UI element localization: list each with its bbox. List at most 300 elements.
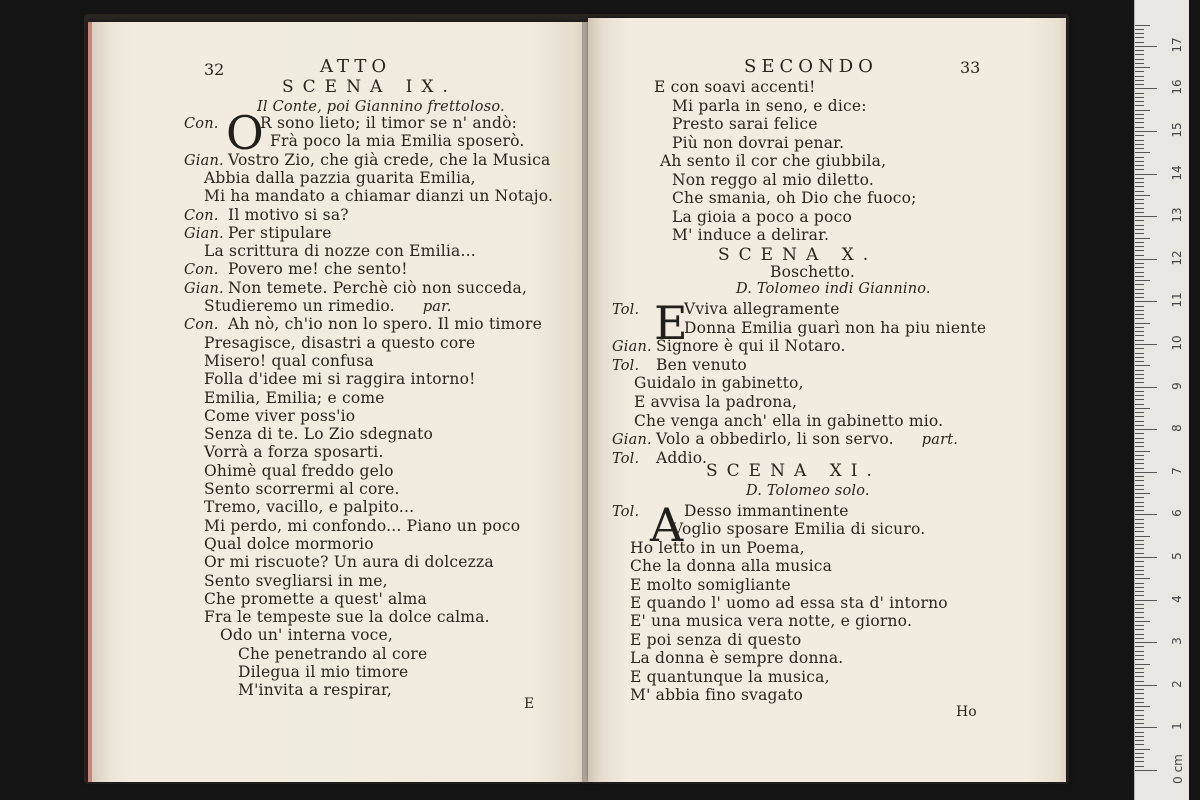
ruler-tick xyxy=(1135,318,1144,319)
ruler-tick xyxy=(1135,331,1144,332)
ruler-tick xyxy=(1135,144,1144,145)
verse-text: Presto sarai felice xyxy=(672,115,818,133)
verse-text: Che penetrando al core xyxy=(238,644,428,663)
stage-direction: part. xyxy=(921,432,959,449)
ruler-tick xyxy=(1135,408,1150,409)
ruler-tick xyxy=(1135,472,1157,473)
ruler-tick xyxy=(1135,612,1144,613)
ruler-tick xyxy=(1135,727,1157,728)
verse-text: Povero me! che sento! xyxy=(228,260,408,279)
ruler-tick xyxy=(1135,433,1144,434)
speaker-label: Gian. xyxy=(184,225,224,242)
text-line xyxy=(184,206,349,224)
ruler-tick xyxy=(1135,608,1144,609)
ruler-tick xyxy=(1135,229,1144,230)
text-line xyxy=(204,370,476,388)
ruler-tick xyxy=(1135,519,1144,520)
speaker-label: Tol. xyxy=(612,357,640,374)
verse-text: Signore è qui il Notaro. xyxy=(656,337,846,356)
verse-text: Che venga anch' ella in gabinetto mio. xyxy=(634,411,944,430)
ruler-tick xyxy=(1135,531,1144,532)
verse-text: Ohimè qual freddo gelo xyxy=(204,461,394,480)
text-line xyxy=(204,425,433,443)
ruler-tick xyxy=(1135,101,1144,102)
ruler-tick xyxy=(1135,468,1144,469)
drop-cap-e: E xyxy=(654,296,688,350)
ruler-tick xyxy=(1135,502,1144,503)
ruler-tick xyxy=(1135,668,1144,669)
text-line xyxy=(612,449,707,467)
scene-ix-subtitle: Il Conte, poi Giannino frettoloso. xyxy=(257,99,505,115)
right-page xyxy=(588,18,1066,782)
ruler-tick xyxy=(1135,199,1144,200)
speaker-label: Tol. xyxy=(612,302,640,318)
ruler-tick xyxy=(1135,429,1157,430)
ruler-tick xyxy=(1135,344,1157,345)
drop-cap-a: A xyxy=(650,498,684,552)
verse-text: Presagisce, disastri a questo core xyxy=(204,333,476,352)
ruler-tick xyxy=(1135,493,1150,494)
text-line xyxy=(184,224,332,242)
ruler-tick xyxy=(1135,157,1144,158)
ruler-tick xyxy=(1135,595,1144,596)
text-line xyxy=(204,352,374,370)
verse-text: Misero! qual confusa xyxy=(204,351,374,370)
text-line xyxy=(204,187,553,205)
ruler-tick xyxy=(1135,536,1150,537)
ruler-tick xyxy=(1135,169,1144,170)
right-catchword: Ho xyxy=(956,704,977,720)
ruler-tick xyxy=(1135,306,1144,307)
verse-text: M' induce a delirar. xyxy=(672,226,830,244)
ruler-tick xyxy=(1135,33,1144,34)
ruler-tick xyxy=(1135,685,1157,686)
text-line xyxy=(184,279,527,297)
verse-text: E quantunque la musica, xyxy=(630,667,830,686)
text-line xyxy=(630,594,948,612)
verse-text: Ah sento il cor che giubbila, xyxy=(660,152,887,170)
verse-text: Folla d'idee mi si raggira intorno! xyxy=(204,370,476,389)
scene-xi-title: SCENA XI. xyxy=(706,461,881,481)
ruler-tick xyxy=(1135,489,1144,490)
ruler-tick xyxy=(1135,399,1144,400)
ruler-tick xyxy=(1135,216,1157,217)
ruler-label: 7 xyxy=(1170,466,1184,475)
ruler-tick xyxy=(1135,250,1144,251)
ruler-tick xyxy=(1135,455,1144,456)
text-line xyxy=(270,132,524,150)
ruler-tick xyxy=(1135,566,1144,567)
text-line xyxy=(630,576,791,594)
verse-text: Sento scorrermi al core. xyxy=(204,480,400,498)
ruler-tick xyxy=(1135,178,1144,179)
ruler-tick xyxy=(1135,310,1144,311)
measurement-ruler xyxy=(1134,0,1189,800)
text-line xyxy=(204,572,388,590)
speaker-label: Tol. xyxy=(612,504,640,520)
ruler-tick xyxy=(1135,583,1144,584)
ruler-tick xyxy=(1135,284,1144,285)
ruler-tick xyxy=(1135,651,1144,652)
ruler-tick xyxy=(1135,438,1144,439)
text-line xyxy=(204,517,520,535)
ruler-tick xyxy=(1135,289,1144,290)
ruler-tick xyxy=(1135,459,1144,460)
ruler-tick xyxy=(1135,361,1144,362)
verse-text: Addio. xyxy=(656,448,708,467)
ruler-tick xyxy=(1135,625,1144,626)
ruler-tick xyxy=(1135,340,1144,341)
verse-text: Qual dolce mormorio xyxy=(204,534,374,553)
ruler-tick xyxy=(1135,118,1144,119)
ruler-label: 9 xyxy=(1170,381,1184,390)
ruler-tick xyxy=(1135,485,1144,486)
ruler-tick xyxy=(1135,749,1150,750)
ruler-tick xyxy=(1135,148,1144,149)
verse-text: La scrittura di nozze con Emilia... xyxy=(204,242,476,261)
scene-xi-subtitle: D. Tolomeo solo. xyxy=(746,483,870,499)
speaker-label: Gian. xyxy=(612,432,652,449)
text-line xyxy=(684,319,986,337)
ruler-tick xyxy=(1135,212,1144,213)
ruler-tick xyxy=(1135,242,1144,243)
text-line xyxy=(634,412,943,430)
ruler-tick xyxy=(1135,591,1144,592)
verse-text: Voglio sposare Emilia di sicuro. xyxy=(672,520,926,539)
ruler-tick xyxy=(1135,698,1144,699)
ruler-tick xyxy=(1135,702,1144,703)
ruler-tick xyxy=(1135,365,1150,366)
ruler-tick xyxy=(1135,203,1144,204)
ruler-tick xyxy=(1135,578,1150,579)
ruler-tick xyxy=(1135,37,1144,38)
text-line xyxy=(630,631,801,649)
ruler-tick xyxy=(1135,587,1144,588)
verse-text: Per stipulare xyxy=(228,223,332,242)
text-line xyxy=(612,430,958,448)
speaker-label: Con. xyxy=(184,317,219,334)
ruler-tick xyxy=(1135,506,1144,507)
verse-text: Mi parla in seno, e dice: xyxy=(672,96,867,115)
ruler-tick xyxy=(1135,548,1144,549)
ruler-tick xyxy=(1135,195,1150,196)
right-running-head: SECONDO xyxy=(744,56,878,77)
left-running-head: ATTO xyxy=(320,56,392,77)
ruler-tick xyxy=(1135,25,1150,26)
text-line xyxy=(630,649,843,667)
verse-text: Che smania, oh Dio che fuoco; xyxy=(672,189,917,207)
ruler-label: 11 xyxy=(1170,292,1184,309)
verse-text: Sento svegliarsi in me, xyxy=(204,571,388,590)
verse-text: Che promette a quest' alma xyxy=(204,589,427,608)
ruler-tick xyxy=(1135,80,1144,81)
ruler-tick xyxy=(1135,446,1144,447)
ruler-tick xyxy=(1135,425,1144,426)
verse-text: Vviva allegramente xyxy=(684,300,840,318)
ruler-tick xyxy=(1135,642,1157,643)
verse-text: Il motivo si sa? xyxy=(228,205,349,224)
ruler-tick xyxy=(1135,88,1157,89)
ruler-tick xyxy=(1135,659,1144,660)
ruler-tick xyxy=(1135,67,1150,68)
ruler-tick xyxy=(1135,97,1144,98)
verse-text: Guidalo in gabinetto, xyxy=(634,374,804,393)
ruler-tick xyxy=(1135,570,1144,571)
ruler-tick xyxy=(1135,621,1150,622)
ruler-tick xyxy=(1135,646,1144,647)
text-line xyxy=(612,502,849,520)
verse-text: Studieremo un rimedio. xyxy=(204,297,395,315)
verse-text: Che la donna alla musica xyxy=(630,557,833,576)
ruler-tick xyxy=(1135,693,1144,694)
verse-text: Vostro Zio, che già crede, che la Musica xyxy=(228,150,551,169)
ruler-tick xyxy=(1135,463,1144,464)
ruler-tick xyxy=(1135,378,1144,379)
ruler-tick xyxy=(1135,553,1144,554)
ruler-tick xyxy=(1135,186,1144,187)
ruler-tick xyxy=(1135,638,1144,639)
ruler-tick xyxy=(1135,140,1144,141)
verse-text: Volo a obbedirlo, li son servo. xyxy=(656,430,894,449)
ruler-tick xyxy=(1135,131,1157,132)
text-line xyxy=(672,520,925,538)
ruler-tick xyxy=(1135,370,1144,371)
ruler-tick xyxy=(1135,297,1144,298)
verse-text: Ben venuto xyxy=(656,355,747,374)
ruler-tick xyxy=(1135,263,1144,264)
ruler-tick xyxy=(1135,110,1150,111)
verse-text: Dilegua il mio timore xyxy=(238,663,409,681)
text-line xyxy=(204,242,476,260)
scene-ix-title: SCENA IX. xyxy=(282,77,457,97)
verse-text: Vorrà a forza sposarti. xyxy=(204,443,384,462)
ruler-label: 0 cm xyxy=(1171,754,1185,784)
ruler-label: 10 xyxy=(1170,335,1184,351)
ruler-tick xyxy=(1135,442,1144,443)
text-line xyxy=(238,645,427,663)
ruler-tick xyxy=(1135,280,1150,281)
ruler-tick xyxy=(1135,182,1144,183)
scene-x-place: Boschetto. xyxy=(770,263,855,281)
text-line xyxy=(184,315,542,333)
ruler-label: 1 xyxy=(1170,722,1184,731)
ruler-tick xyxy=(1135,634,1144,635)
verse-text: Mi perdo, mi confondo... Piano un poco xyxy=(204,516,521,535)
ruler-tick xyxy=(1135,497,1144,498)
ruler-tick xyxy=(1135,766,1144,767)
text-line xyxy=(204,443,384,461)
ruler-tick xyxy=(1135,93,1144,94)
text-line xyxy=(630,686,803,704)
text-line xyxy=(204,297,452,315)
verse-text: Fra le tempeste sue la dolce calma. xyxy=(204,608,490,627)
ruler-tick xyxy=(1135,540,1144,541)
ruler-tick xyxy=(1135,246,1144,247)
stage-direction: par. xyxy=(422,299,452,315)
text-line xyxy=(634,393,797,411)
text-line xyxy=(630,557,832,575)
verse-text: E molto somigliante xyxy=(630,575,791,594)
ruler-tick xyxy=(1135,276,1144,277)
ruler-tick xyxy=(1135,719,1144,720)
ruler-tick xyxy=(1135,272,1144,273)
ruler-tick xyxy=(1135,84,1144,85)
left-catchword: E xyxy=(524,696,535,712)
ruler-label: 6 xyxy=(1170,509,1184,518)
ruler-tick xyxy=(1135,323,1150,324)
ruler-label: 15 xyxy=(1170,122,1184,138)
text-line xyxy=(630,539,805,557)
ruler-tick xyxy=(1135,412,1144,413)
ruler-label: 8 xyxy=(1170,424,1184,433)
ruler-tick xyxy=(1135,327,1144,328)
ruler-tick xyxy=(1135,557,1157,558)
ruler-tick xyxy=(1135,664,1150,665)
ruler-tick xyxy=(1135,689,1144,690)
ruler-tick xyxy=(1135,451,1150,452)
verse-text: Non temete. Perchè ciò non succeda, xyxy=(228,278,528,297)
ruler-tick xyxy=(1135,71,1144,72)
verse-text: Odo un' interna voce, xyxy=(220,626,394,645)
ruler-tick xyxy=(1135,391,1144,392)
ruler-tick xyxy=(1135,710,1144,711)
verse-text: M' abbia fino svagato xyxy=(630,686,804,704)
ruler-tick xyxy=(1135,105,1144,106)
ruler-tick xyxy=(1135,561,1144,562)
ruler-tick xyxy=(1135,220,1144,221)
verse-text: Senza di te. Lo Zio sdegnato xyxy=(204,425,434,444)
ruler-tick xyxy=(1135,715,1144,716)
ruler-tick xyxy=(1135,50,1144,51)
verse-text: E con soavi accenti! xyxy=(654,78,816,96)
ruler-tick xyxy=(1135,208,1144,209)
ruler-label: 3 xyxy=(1170,637,1184,646)
ruler-tick xyxy=(1135,233,1144,234)
ruler-tick xyxy=(1135,604,1144,605)
ruler-tick xyxy=(1135,335,1144,336)
verse-text: Più non dovrai penar. xyxy=(672,133,845,152)
ruler-tick xyxy=(1135,225,1144,226)
ruler-tick xyxy=(1135,523,1144,524)
ruler-tick xyxy=(1135,267,1144,268)
ruler-tick xyxy=(1135,510,1144,511)
text-line xyxy=(204,407,355,425)
verse-text: Tremo, vacillo, e palpito... xyxy=(204,498,415,517)
text-line xyxy=(184,260,408,278)
text-line xyxy=(204,535,374,553)
ruler-tick xyxy=(1135,255,1144,256)
ruler-tick xyxy=(1135,476,1144,477)
ruler-tick xyxy=(1135,54,1144,55)
ruler-tick xyxy=(1135,76,1144,77)
text-line xyxy=(204,608,490,626)
ruler-tick xyxy=(1135,770,1157,771)
ruler-tick xyxy=(1135,191,1144,192)
verse-text: E quando l' uomo ad essa sta d' intorno xyxy=(630,594,948,612)
ruler-tick xyxy=(1135,681,1144,682)
ruler-tick xyxy=(1135,757,1144,758)
text-line xyxy=(204,553,494,571)
text-line xyxy=(204,480,400,498)
ruler-tick xyxy=(1135,404,1144,405)
ruler-tick xyxy=(1135,744,1144,745)
ruler-label: 2 xyxy=(1170,679,1184,688)
text-line xyxy=(630,668,830,686)
text-line xyxy=(184,114,517,132)
left-page-number: 32 xyxy=(204,60,225,79)
text-line xyxy=(612,356,747,374)
verse-text: Abbia dalla pazzia guarita Emilia, xyxy=(204,168,476,187)
ruler-tick xyxy=(1135,527,1144,528)
ruler-tick xyxy=(1135,353,1144,354)
verse-text: Mi ha mandato a chiamar dianzi un Notajo. xyxy=(204,187,554,206)
text-line xyxy=(238,663,408,681)
text-line xyxy=(204,334,475,352)
verse-text: R sono lieto; il timor se n' andò: xyxy=(260,114,518,132)
ruler-tick xyxy=(1135,293,1144,294)
ruler-tick xyxy=(1135,63,1144,64)
ruler-tick xyxy=(1135,238,1150,239)
verse-text: Ah nò, ch'io non lo spero. Il mio timore xyxy=(228,315,542,334)
ruler-tick xyxy=(1135,152,1150,153)
ruler-tick xyxy=(1135,480,1144,481)
verse-text: Ho letto in un Poema, xyxy=(630,538,805,557)
ruler-tick xyxy=(1135,753,1144,754)
scene-x-title: SCENA X. xyxy=(718,245,878,265)
verse-text: Donna Emilia guarì non ha piu niente xyxy=(684,318,987,337)
ruler-tick xyxy=(1135,161,1144,162)
text-line xyxy=(630,612,912,630)
drop-cap-o: O xyxy=(226,106,264,160)
verse-text: La gioia a poco a poco xyxy=(672,207,852,226)
ruler-tick xyxy=(1135,114,1144,115)
text-line xyxy=(204,590,427,608)
verse-text: Frà poco la mia Emilia sposerò. xyxy=(270,132,525,151)
ruler-tick xyxy=(1135,387,1157,388)
text-line xyxy=(612,300,840,318)
ruler-tick xyxy=(1135,374,1144,375)
text-line xyxy=(634,374,804,392)
speaker-label: Con. xyxy=(184,262,219,279)
ruler-tick xyxy=(1135,42,1144,43)
ruler-tick xyxy=(1135,421,1144,422)
ruler-tick xyxy=(1135,416,1144,417)
ruler-tick xyxy=(1135,706,1150,707)
ruler-tick xyxy=(1135,395,1144,396)
ruler-tick xyxy=(1135,29,1144,30)
text-line xyxy=(184,151,550,169)
ruler-tick xyxy=(1135,301,1157,302)
ruler-label: 16 xyxy=(1170,79,1184,96)
ruler-tick xyxy=(1135,165,1144,166)
verse-text: Non reggo al mio diletto. xyxy=(672,170,874,189)
ruler-label: 13 xyxy=(1170,207,1184,223)
text-line xyxy=(238,681,392,699)
speaker-label: Tol. xyxy=(612,450,640,467)
speaker-label: Gian. xyxy=(184,152,224,169)
left-page xyxy=(88,22,592,782)
ruler-label: 14 xyxy=(1170,164,1184,181)
verse-text: Desso immantinente xyxy=(684,502,849,520)
right-page-number: 33 xyxy=(960,58,981,77)
ruler-tick xyxy=(1135,357,1144,358)
speaker-label: Con. xyxy=(184,207,219,224)
speaker-label: Con. xyxy=(184,116,219,132)
text-line xyxy=(204,498,414,516)
ruler-tick xyxy=(1135,736,1144,737)
ruler-tick xyxy=(1135,122,1144,123)
ruler-label: 5 xyxy=(1170,552,1184,560)
